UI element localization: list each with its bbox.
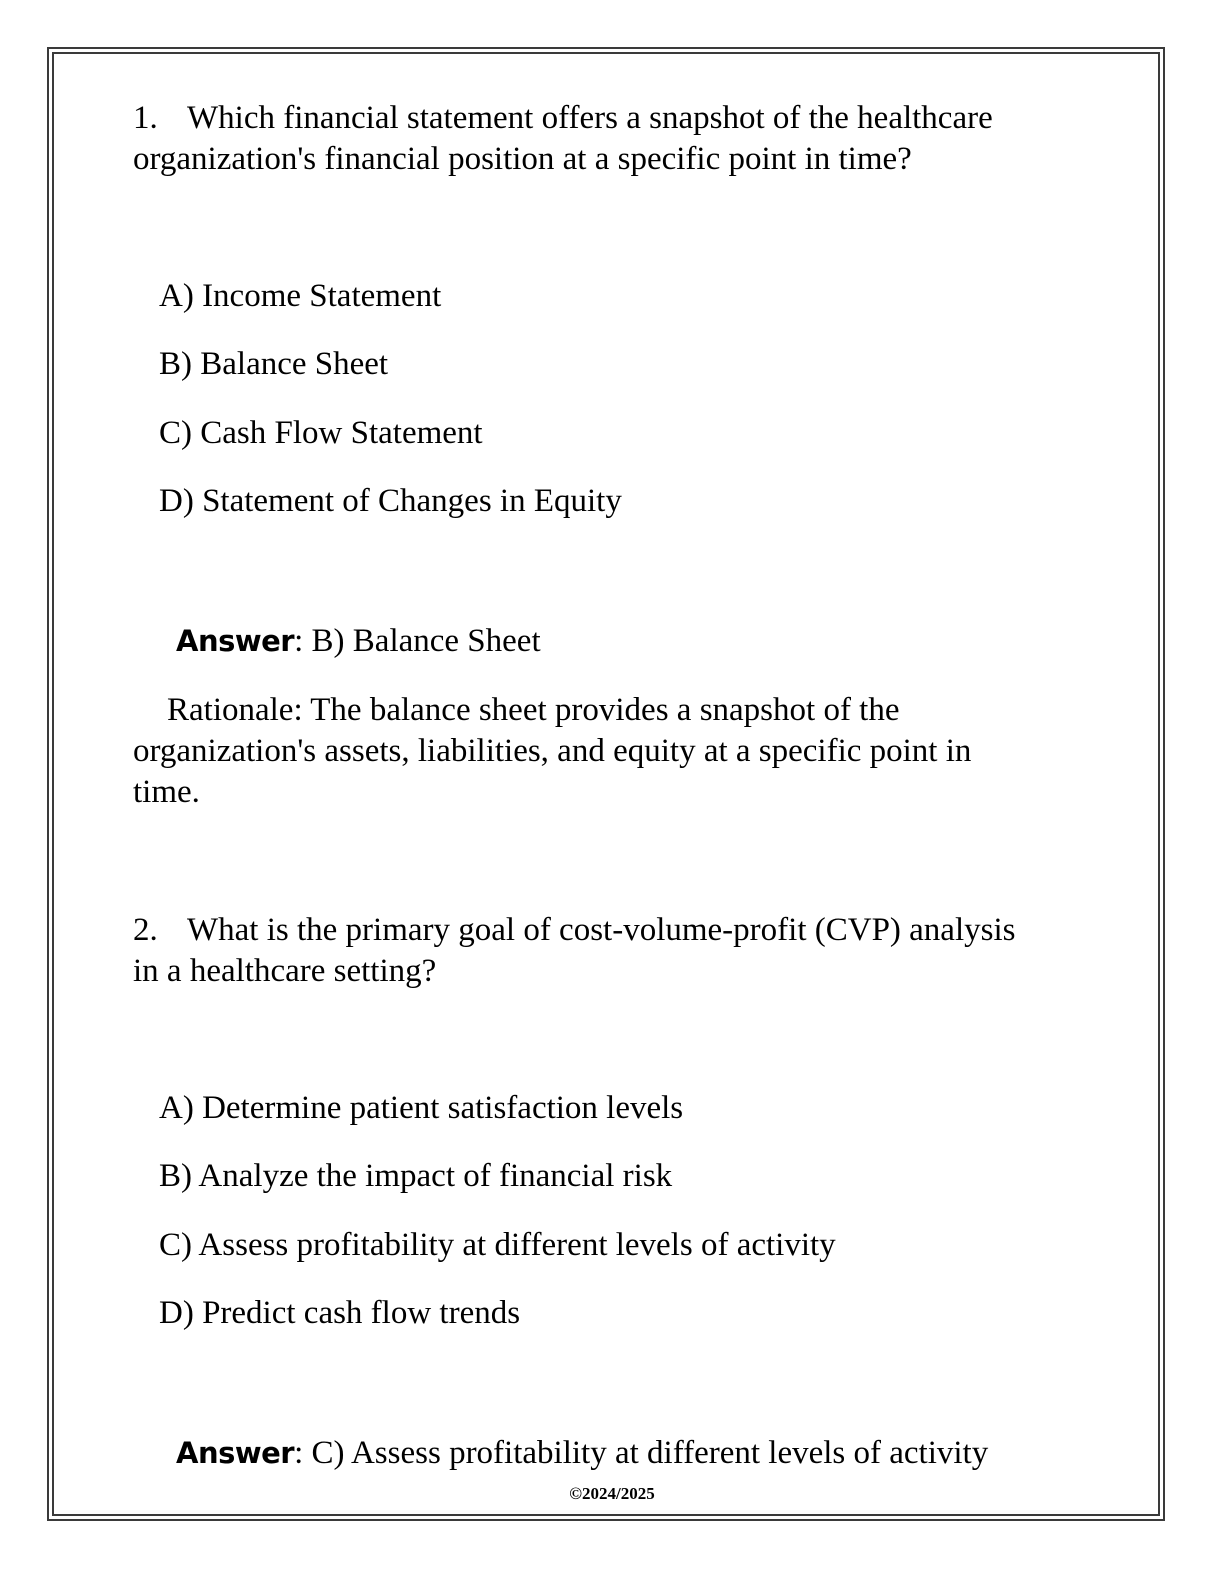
question-2-option-b: B) Analyze the impact of financial risk bbox=[159, 1158, 673, 1194]
question-1-rationale-line-2: organization's assets, liabilities, and equity at a specific point in bbox=[133, 733, 972, 769]
question-1-text-line-1: Which financial statement offers a snapshot of the healthcare bbox=[187, 100, 993, 136]
question-2-number: 2. bbox=[133, 912, 158, 948]
question-1-text-line-2: organization's financial position at a specific point in time? bbox=[133, 141, 912, 177]
question-1-answer bbox=[176, 621, 541, 662]
question-2-option-a: A) Determine patient satisfaction levels bbox=[159, 1090, 684, 1126]
question-2-option-c: C) Assess profitability at different levels of activity bbox=[159, 1227, 836, 1263]
question-1-option-d: D) Statement of Changes in Equity bbox=[159, 483, 622, 519]
question-2-answer-text: : C) Assess profitability at different levels of activity bbox=[294, 1435, 989, 1471]
question-2-line-1 bbox=[133, 910, 1015, 951]
question-2-answer bbox=[176, 1433, 988, 1474]
question-1-line-1 bbox=[133, 98, 993, 139]
question-1-rationale-line-1: Rationale: The balance sheet provides a snapshot of the bbox=[167, 692, 900, 728]
question-1-option-c: C) Cash Flow Statement bbox=[159, 415, 483, 451]
question-1-option-b: B) Balance Sheet bbox=[159, 346, 389, 382]
question-2-text-line-1: What is the primary goal of cost-volume-profit (CVP) analysis bbox=[187, 912, 1016, 948]
question-1-answer-label: Answer bbox=[176, 624, 295, 658]
question-2-answer-label: Answer bbox=[176, 1436, 295, 1470]
question-1-answer-text: : B) Balance Sheet bbox=[294, 623, 541, 659]
question-1-number: 1. bbox=[133, 100, 158, 136]
copyright-footer: ©2024/2025 bbox=[569, 1484, 655, 1503]
question-2-text-line-2: in a healthcare setting? bbox=[133, 953, 437, 989]
question-1-option-a: A) Income Statement bbox=[159, 278, 442, 314]
question-2-option-d: D) Predict cash flow trends bbox=[159, 1295, 521, 1331]
question-1-rationale-line-3: time. bbox=[133, 774, 200, 810]
